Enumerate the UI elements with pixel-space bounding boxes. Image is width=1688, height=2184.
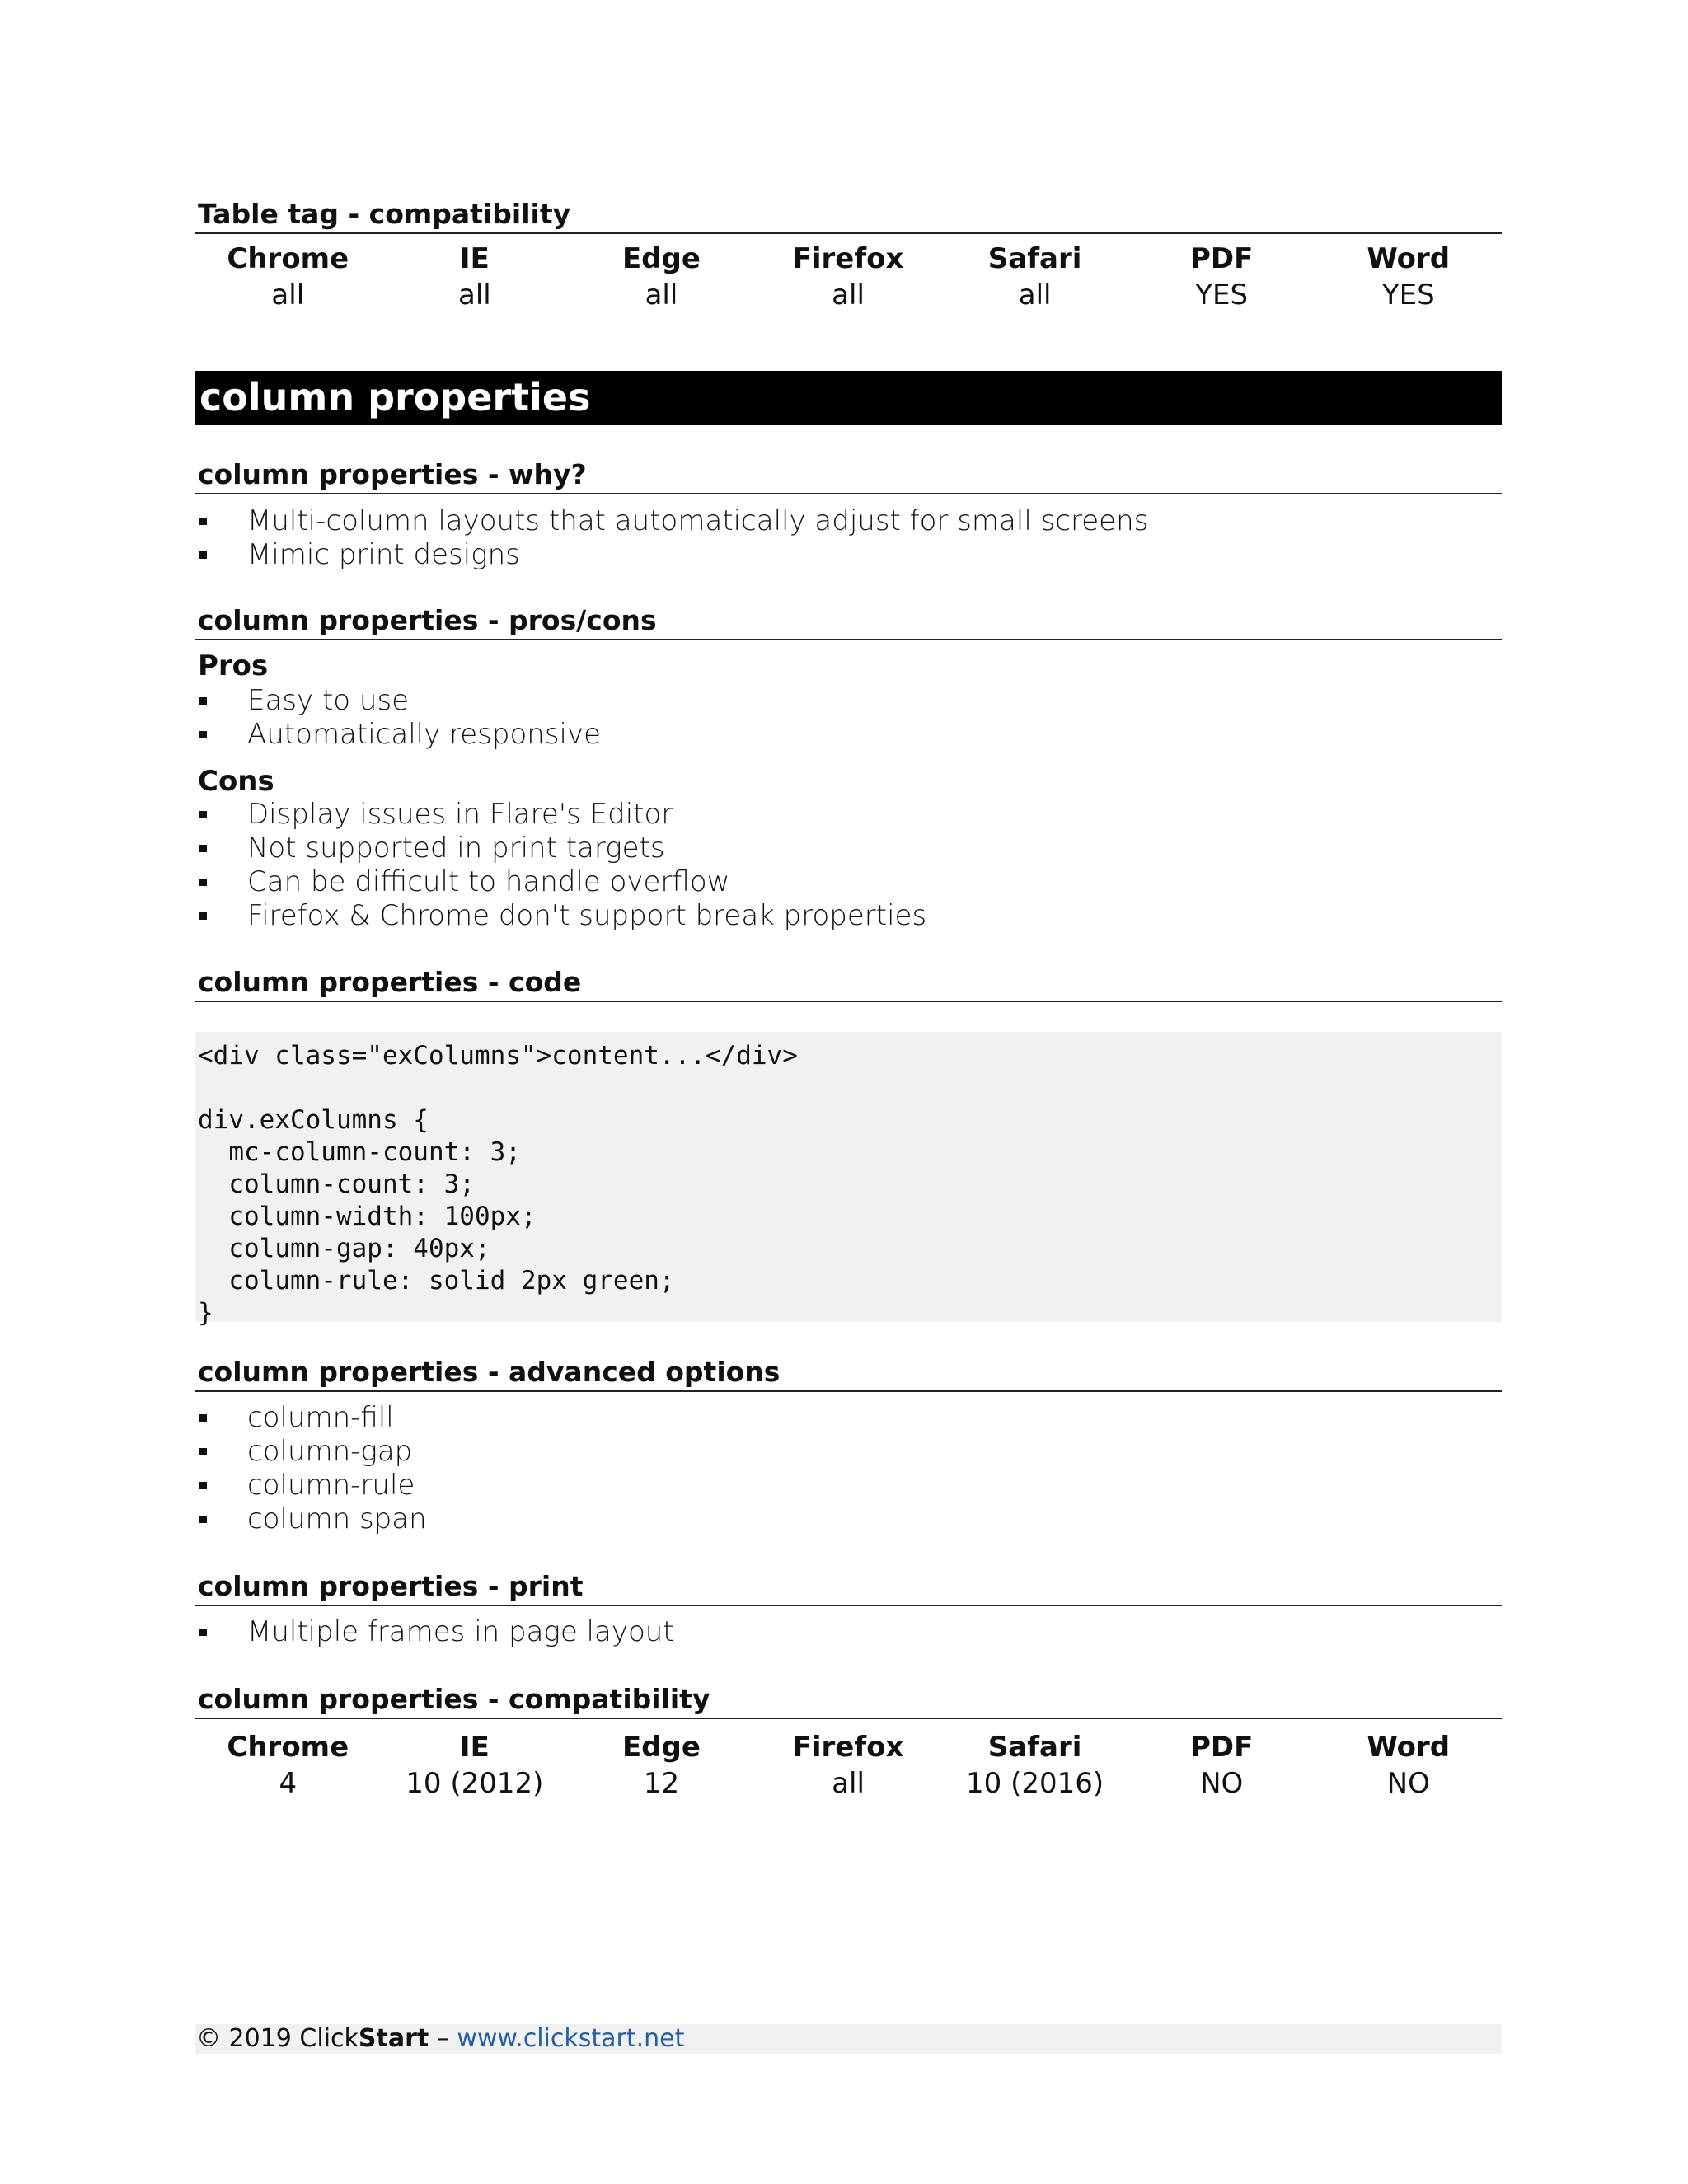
cons-label: Cons — [198, 765, 274, 798]
list-item: column-fill — [195, 1401, 427, 1435]
compat-value: NO — [1386, 1767, 1430, 1800]
advanced-list — [195, 1401, 427, 1536]
bullet-icon — [199, 845, 207, 852]
code-block: <div class="exColumns">content...</div> div.exColumns { mc-column-count: 3; column-count: 3; column-width: 100px; column-gap: 40px; column-rule: solid 2px green; } — [195, 1032, 1502, 1322]
print-list — [195, 1615, 674, 1649]
pros-label: Pros — [198, 649, 269, 682]
compat-value: all — [271, 279, 305, 312]
pros-list — [195, 684, 601, 752]
compat-col-firefox — [755, 241, 942, 313]
list-item: Display issues in Flare's Editor — [195, 798, 926, 832]
table-tag-compat-heading: Table tag - compatibility — [195, 196, 1502, 234]
print-heading: column properties - print — [195, 1568, 1502, 1606]
list-item: Not supported in print targets — [195, 832, 926, 865]
compat-value: 10 (2012) — [406, 1767, 544, 1800]
list-item: Multiple frames in page layout — [195, 1615, 674, 1649]
compat-header: Safari — [987, 1731, 1082, 1764]
compat-header: PDF — [1189, 242, 1254, 275]
compat-value: all — [832, 1767, 865, 1800]
compat-value: all — [458, 279, 491, 312]
compat-col-edge — [568, 241, 755, 313]
bullet-icon — [199, 1414, 207, 1422]
cons-list — [195, 798, 926, 933]
compat-value: 10 (2016) — [966, 1767, 1104, 1800]
bullet-icon — [199, 1448, 207, 1455]
column-compat-table — [195, 1729, 1502, 1802]
compat-col-safari — [941, 1729, 1128, 1802]
list-item: Multi-column layouts that automatically adjust for small screens — [195, 504, 1148, 538]
why-heading: column properties - why? — [195, 457, 1502, 494]
footer-dash: – — [429, 2024, 457, 2053]
why-list — [195, 504, 1148, 572]
compat-header: Chrome — [227, 242, 349, 275]
compat-col-ie — [382, 1729, 569, 1802]
compat-header: Edge — [621, 242, 701, 275]
bullet-icon — [199, 731, 207, 738]
compat-col-word — [1315, 1729, 1502, 1802]
list-item: Automatically responsive — [195, 718, 601, 752]
bullet-icon — [199, 879, 207, 886]
compat-col-word — [1315, 241, 1502, 313]
bullet-icon — [199, 551, 207, 559]
list-item: Mimic print designs — [195, 538, 1148, 572]
compat-header: Firefox — [792, 242, 904, 275]
compat-value: YES — [1195, 279, 1249, 312]
bullet-icon — [199, 1516, 207, 1523]
bullet-icon — [199, 1629, 207, 1636]
page-footer — [195, 2024, 1502, 2054]
compat-value: all — [645, 279, 678, 312]
footer-link[interactable]: www.clickstart.net — [457, 2024, 685, 2053]
compat-value: 4 — [279, 1767, 298, 1800]
section-banner: column properties — [195, 371, 1502, 425]
compat-col-firefox — [755, 1729, 942, 1802]
bullet-icon — [199, 1482, 207, 1489]
list-item: Firefox & Chrome don't support break properties — [195, 899, 926, 933]
compat-value: NO — [1200, 1767, 1244, 1800]
advanced-heading: column properties - advanced options — [195, 1354, 1502, 1392]
compat-col-pdf — [1128, 241, 1315, 313]
compat-col-pdf — [1128, 1729, 1315, 1802]
compat-col-chrome — [195, 241, 382, 313]
compat-col-chrome — [195, 1729, 382, 1802]
code-heading: column properties - code — [195, 964, 1502, 1002]
compat-col-ie — [382, 241, 569, 313]
column-compat-heading: column properties - compatibility — [195, 1681, 1502, 1719]
compat-header: Word — [1367, 242, 1451, 275]
bullet-icon — [199, 811, 207, 818]
list-item: Easy to use — [195, 684, 601, 718]
compat-value: all — [832, 279, 865, 312]
compat-col-edge — [568, 1729, 755, 1802]
table-tag-compat-table — [195, 241, 1502, 313]
list-item: column span — [195, 1502, 427, 1536]
compat-col-safari — [941, 241, 1128, 313]
compat-header: Safari — [987, 242, 1082, 275]
footer-copyright: © 2019 Click — [196, 2024, 359, 2053]
bullet-icon — [199, 518, 207, 525]
compat-header: PDF — [1189, 1731, 1254, 1764]
list-item: column-gap — [195, 1435, 427, 1469]
compat-header: Word — [1367, 1731, 1451, 1764]
compat-value: YES — [1381, 279, 1435, 312]
compat-header: Firefox — [792, 1731, 904, 1764]
proscons-heading: column properties - pros/cons — [195, 602, 1502, 640]
compat-header: Edge — [621, 1731, 701, 1764]
list-item: column-rule — [195, 1469, 427, 1502]
compat-header: Chrome — [227, 1731, 349, 1764]
compat-value: all — [1018, 279, 1052, 312]
compat-header: IE — [459, 1731, 490, 1764]
footer-brand: Start — [358, 2024, 429, 2053]
compat-header: IE — [459, 242, 490, 275]
bullet-icon — [199, 912, 207, 920]
compat-value: 12 — [643, 1767, 680, 1800]
list-item: Can be difficult to handle overflow — [195, 865, 926, 899]
bullet-icon — [199, 697, 207, 705]
